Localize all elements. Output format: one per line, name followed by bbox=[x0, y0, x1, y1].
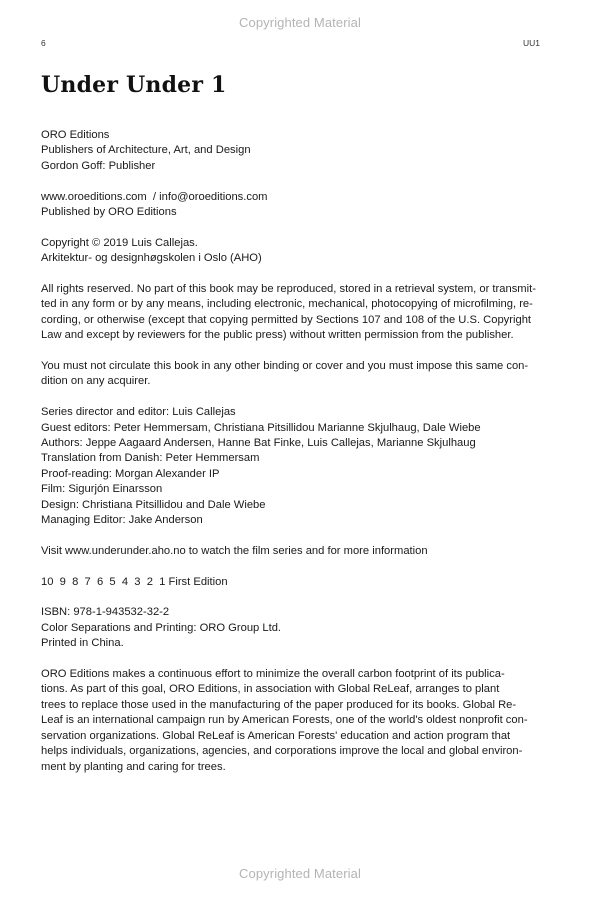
text-line: Guest editors: Peter Hemmersam, Christiana Pitsillidou Marianne Skjulhaug, Dale Wiebe bbox=[41, 421, 481, 434]
text-line: You must not circulate this book in any other binding or cover and you must impose this same con- bbox=[41, 360, 529, 373]
text-line: ISBN: 978-1-943532-32-2 bbox=[41, 606, 170, 619]
text-line: ted in any form or by any means, including electronic, mechanical, photocopying of microfilming, re- bbox=[41, 298, 533, 311]
text-line: Design: Christiana Pitsillidou and Dale Wiebe bbox=[41, 498, 266, 511]
text-line: Proof-reading: Morgan Alexander IP bbox=[41, 467, 220, 480]
text-line: Copyright © 2019 Luis Callejas. bbox=[41, 236, 198, 249]
rights-block bbox=[41, 282, 541, 344]
text-line: dition on any acquirer. bbox=[41, 375, 151, 388]
text-line: servation organizations. Global ReLeaf is American Forests' education and action program that bbox=[41, 729, 511, 742]
text-line: Film: Sigurjón Einarsson bbox=[41, 483, 163, 496]
text-line: Series director and editor: Luis Callejas bbox=[41, 406, 236, 419]
text-line: cording, or otherwise (except that copying permitted by Sections 107 and 108 of the U.S. Copyright bbox=[41, 313, 532, 326]
text-line: Published by ORO Editions bbox=[41, 206, 177, 219]
text-line: 10 9 8 7 6 5 4 3 2 1 First Edition bbox=[41, 575, 228, 588]
environment-block bbox=[41, 667, 541, 775]
text-line: ORO Editions makes a continuous effort to minimize the overall carbon footprint of its publica- bbox=[41, 668, 505, 681]
text-line: Visit www.underunder.aho.no to watch the film series and for more information bbox=[41, 544, 428, 557]
colophon-text bbox=[41, 128, 541, 790]
publisher-block bbox=[41, 128, 541, 174]
text-line: ment by planting and caring for trees. bbox=[41, 760, 226, 773]
copyright-block bbox=[41, 236, 541, 267]
text-line: Law and except by reviewers for the public press) without written permission from the publisher. bbox=[41, 329, 514, 342]
text-line: Translation from Danish: Peter Hemmersam bbox=[41, 452, 260, 465]
text-line: ORO Editions bbox=[41, 129, 110, 141]
text-line: tions. As part of this goal, ORO Editions, in association with Global ReLeaf, arranges to plant bbox=[41, 683, 500, 696]
text-line: Authors: Jeppe Aagaard Andersen, Hanne Bat Finke, Luis Callejas, Marianne Skjulhaug bbox=[41, 437, 476, 450]
text-line: Color Separations and Printing: ORO Group Ltd. bbox=[41, 621, 282, 634]
text-line: Printed in China. bbox=[41, 637, 124, 650]
credits-block bbox=[41, 405, 541, 528]
text-line: Publishers of Architecture, Art, and Design bbox=[41, 144, 251, 157]
watermark-top: Copyrighted Material bbox=[239, 15, 361, 30]
text-line: trees to replace those used in the manufacturing of the paper produced for its books. Global Re- bbox=[41, 698, 517, 711]
text-line: Gordon Goff: Publisher bbox=[41, 159, 156, 172]
folio-code: UU1 bbox=[522, 38, 540, 48]
contact-block bbox=[41, 190, 541, 221]
circulate-block bbox=[41, 359, 541, 390]
text-line: Leaf is an international campaign run by American Forests, one of the world's oldest nonprofit con- bbox=[41, 714, 528, 727]
text-line: Arkitektur- og designhøgskolen i Oslo (AHO) bbox=[41, 252, 262, 265]
isbn-block bbox=[41, 605, 541, 651]
text-line: helps individuals, organizations, agencies, and corporations improve the local and global environ- bbox=[41, 745, 523, 758]
visit-block bbox=[41, 544, 541, 559]
text-line: www.oroeditions.com / info@oroeditions.com bbox=[41, 190, 268, 203]
text-line: All rights reserved. No part of this book may be reproduced, stored in a retrieval system, or transmit- bbox=[41, 283, 536, 296]
page-title: Under Under 1 bbox=[41, 72, 227, 98]
text-line: Managing Editor: Jake Anderson bbox=[41, 514, 203, 527]
page-number: 6 bbox=[41, 38, 46, 48]
edition-block bbox=[41, 575, 541, 590]
watermark-bottom: Copyrighted Material bbox=[239, 866, 361, 881]
